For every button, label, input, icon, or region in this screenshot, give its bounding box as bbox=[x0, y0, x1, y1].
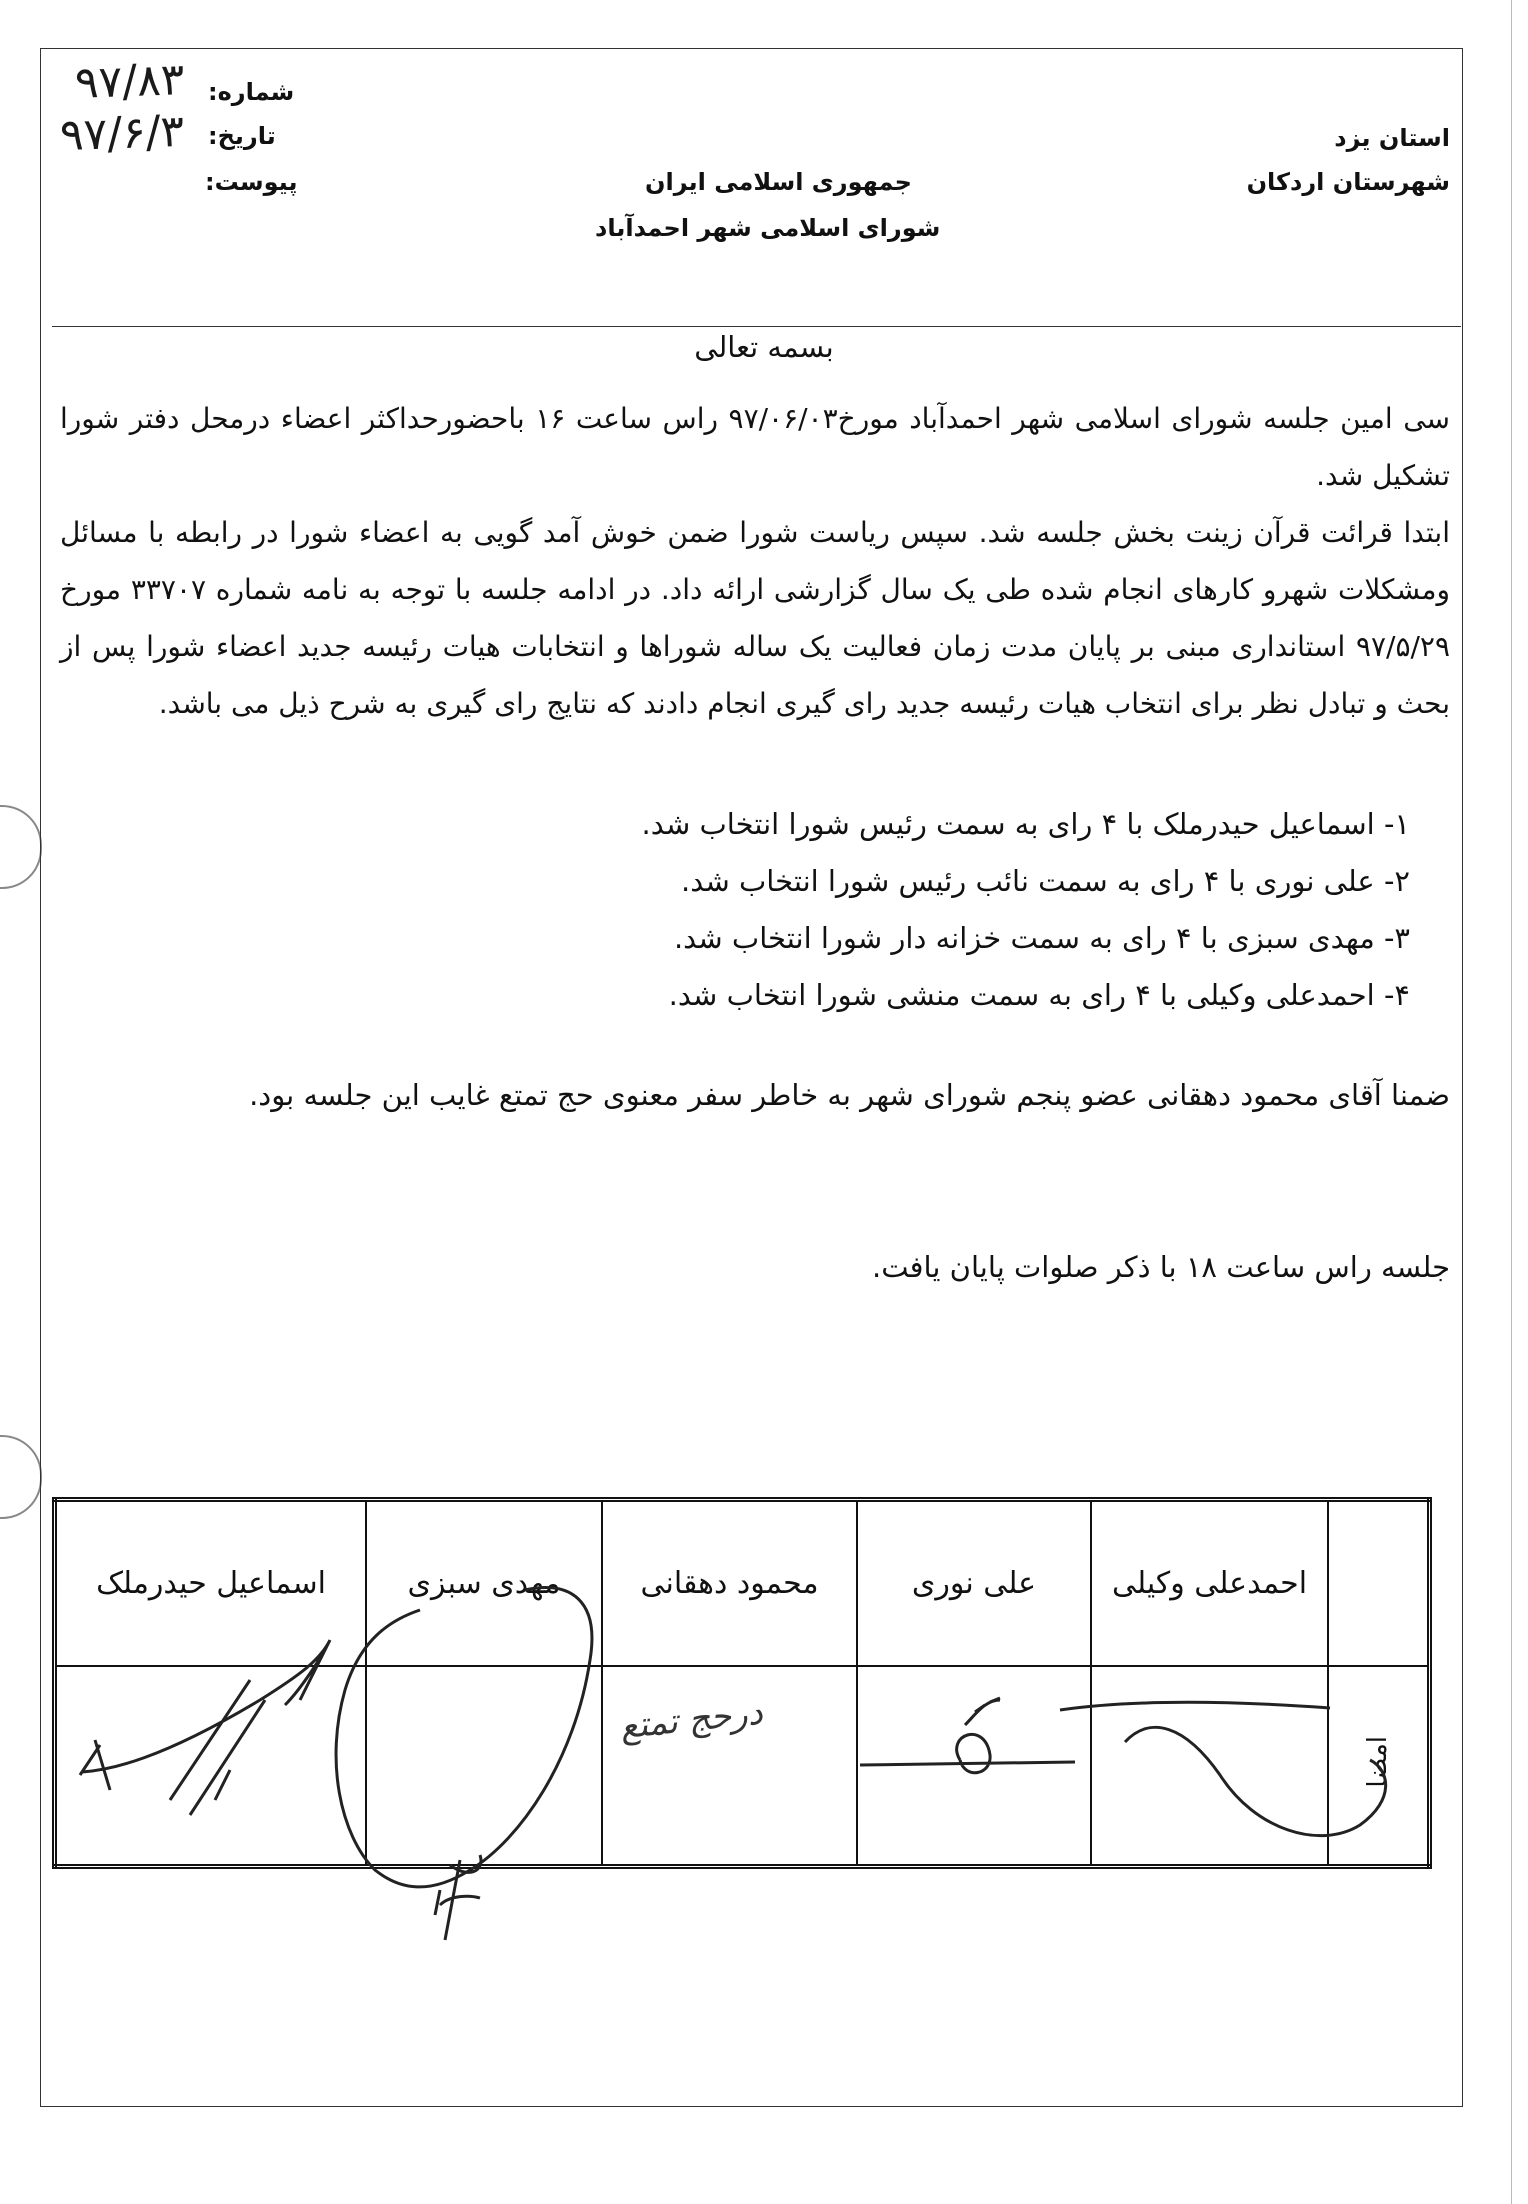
member-name: محمود دهقانی bbox=[602, 1500, 857, 1667]
absence-note: ضمنا آقای محمود دهقانی عضو پنجم شورای شهر به خاطر سفر معنوی حج تمتع غایب این جلسه بود. bbox=[249, 1078, 1450, 1112]
signature-row-label: امضا bbox=[1363, 1735, 1393, 1788]
closing-line: جلسه راس ساعت ۱۸ با ذکر صلوات پایان یافت. bbox=[871, 1250, 1450, 1284]
result-item: ۳- مهدی سبزی با ۴ رای به سمت خزانه دار شورا انتخاب شد. bbox=[673, 921, 1410, 955]
member-name: مهدی سبزی bbox=[366, 1500, 602, 1667]
result-item: ۴- احمدعلی وکیلی با ۴ رای به سمت منشی شورا انتخاب شد. bbox=[668, 978, 1410, 1012]
number-handwritten: ۹۷/۸۳ bbox=[74, 54, 186, 109]
date-label: تاریخ: bbox=[208, 122, 276, 150]
opening-paragraph: سی امین جلسه شورای اسلامی شهر احمدآباد مورخ۹۷/۰۶/۰۳ راس ساعت ۱۶ باحضورحداکثر اعضاء درمحل دفتر شورا تشکیل شد. bbox=[60, 402, 1451, 492]
county-name: شهرستان اردکان bbox=[1246, 168, 1450, 196]
dehghani-note: درحج تمتع bbox=[618, 1692, 765, 1748]
document-title: بسمه تعالی bbox=[694, 330, 834, 364]
province-name: استان یزد bbox=[1334, 124, 1450, 152]
republic-title: جمهوری اسلامی ایران bbox=[645, 168, 912, 196]
signature-heydarmalek bbox=[80, 1640, 330, 1815]
signature-nouri bbox=[860, 1698, 1075, 1773]
signature-vakili bbox=[1060, 1702, 1386, 1835]
member-name: احمدعلی وکیلی bbox=[1091, 1500, 1328, 1667]
attachment-label: پیوست: bbox=[205, 168, 298, 196]
result-item: ۲- علی نوری با ۴ رای به سمت نائب رئیس شورا انتخاب شد. bbox=[681, 864, 1410, 898]
date-handwritten: ۹۷/۶/۳ bbox=[59, 105, 186, 162]
number-label: شماره: bbox=[208, 78, 295, 106]
proceedings-paragraph: ابتدا قرائت قرآن زینت بخش جلسه شد. سپس ریاست شورا ضمن خوش آمد گویی به اعضاء شورا در رابطه با مسائل ومشکلات شهرو کارهای انجام شده طی یک سال گزارشی ارائه داد. در ادامه جلسه با توجه به نامه شماره ۳۳۷۰۷ مورخ ۹۷/۵/۲۹ استانداری مبنی بر پایان مدت زمان فعالیت یک ساله شوراها و انتخابات هیات رئیسه جدید اعضاء شورا پس از بحث و تبادل نظر برای انتخاب هیات رئیسه جدید رای گیری انجام دادند که نتایج رای گیری به شرح ذیل می باشد. bbox=[60, 516, 1450, 720]
member-name: علی نوری bbox=[857, 1500, 1091, 1667]
signature-sabzi bbox=[336, 1588, 592, 1940]
result-item: ۱- اسماعیل حیدرملک با ۴ رای به سمت رئیس شورا انتخاب شد. bbox=[641, 807, 1410, 841]
council-title: شورای اسلامی شهر احمدآباد bbox=[595, 214, 941, 242]
member-name: اسماعیل حیدرملک bbox=[55, 1500, 367, 1667]
